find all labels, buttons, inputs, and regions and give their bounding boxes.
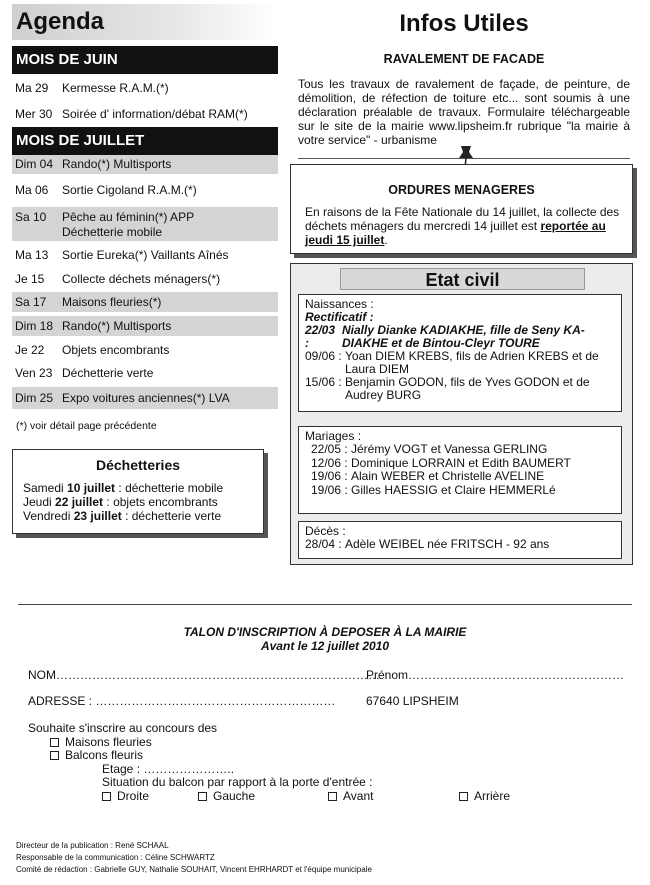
agenda-day: Ma 13 — [15, 248, 49, 262]
agenda-row — [12, 248, 278, 264]
situation-label: Situation du balcon par rapport à la porte d'entrée : — [102, 775, 373, 789]
agenda-event: Déchetterie mobile — [62, 225, 163, 239]
naissance-item — [305, 324, 615, 350]
agenda-day: Dim 18 — [15, 319, 54, 333]
checkbox-icon[interactable] — [328, 792, 337, 801]
agenda-day: Dim 04 — [15, 157, 54, 171]
option-label: Maisons fleuries — [65, 735, 152, 749]
agenda-event: Soirée d' information/débat RAM(*) — [62, 107, 248, 121]
credit-line: Directeur de la publication : René SCHAAL — [16, 841, 169, 850]
agenda-day: Ma 06 — [15, 183, 49, 197]
option-label: Balcons fleuris — [65, 748, 144, 762]
ravalement-text: Tous les travaux de ravalement de façade, de peinture, de démolition, de réfection de toiture etc... sont soumis à une déclaration préalable de travaux. Formulaire téléchargeable sur le site de la mairie www.lipsheim.fr rubrique "la mairie à votre service" - urbanisme — [298, 77, 630, 147]
agenda-row — [12, 343, 278, 359]
agenda-event: Pêche au féminin(*) APP — [62, 210, 195, 224]
event-date: 19/06 : — [311, 482, 348, 497]
position-droite[interactable] — [102, 789, 149, 803]
position-gauche[interactable] — [198, 789, 255, 803]
event-date: 15/06 : — [305, 375, 342, 389]
agenda-row — [12, 207, 278, 241]
line-prefix: Vendredi — [23, 509, 74, 523]
agenda-row — [12, 366, 278, 382]
line-prefix: Jeudi — [23, 495, 56, 509]
naissances-box — [298, 294, 622, 412]
ordures-box — [290, 164, 633, 254]
deces-item — [305, 538, 615, 551]
month-header-juillet: MOIS DE JUILLET — [12, 127, 278, 155]
agenda-title: Agenda — [12, 4, 277, 40]
option-label: Avant — [343, 789, 374, 803]
dechetteries-lines — [23, 481, 263, 523]
naissance-item — [305, 376, 615, 402]
agenda-row — [12, 387, 278, 409]
agenda-row — [12, 81, 278, 97]
ordures-text — [305, 205, 622, 247]
line-suffix: : objets encombrants — [103, 495, 218, 509]
event-text: Gilles HAESSIG et Claire HEMMERLé — [351, 482, 556, 497]
agenda-day: Je 22 — [15, 343, 45, 357]
agenda-event: Sortie Cigoland R.A.M.(*) — [62, 183, 197, 197]
option-balcons[interactable] — [50, 748, 143, 762]
ville-label: 67640 LIPSHEIM — [366, 694, 459, 708]
ordures-highlight: reportée au jeudi 15 juillet — [305, 219, 606, 247]
agenda-row — [12, 292, 278, 312]
dechetteries-box — [12, 449, 264, 534]
dechetteries-line — [23, 481, 263, 495]
credits — [16, 840, 372, 876]
deces-label: Décès : — [305, 524, 346, 538]
dechetteries-title: Déchetteries — [95, 457, 181, 473]
agenda-event: Rando(*) Multisports — [62, 157, 172, 171]
agenda-event: Collecte déchets ménagers(*) — [62, 272, 221, 286]
event-text: Adèle WEIBEL née FRITSCH - 92 ans — [345, 537, 550, 551]
souhaite-label: Souhaite s'inscrire au concours des — [28, 721, 218, 735]
talon-title-line1: TALON D'INSCRIPTION À DEPOSER À LA MAIRIE — [183, 625, 467, 639]
checkbox-icon[interactable] — [102, 792, 111, 801]
agenda-event-group — [62, 210, 278, 240]
event-date: 09/06 : — [305, 349, 342, 363]
event-date: 22/03 : — [305, 323, 336, 350]
agenda-day: Sa 17 — [15, 295, 47, 309]
ordures-end: . — [384, 233, 388, 247]
etage-field[interactable]: Etage : ………………….. — [102, 762, 235, 776]
line-suffix: : déchetterie verte — [121, 509, 222, 523]
agenda-day: Ven 23 — [15, 366, 53, 380]
line-date: 10 juillet — [67, 481, 116, 495]
agenda-event: Objets encombrants — [62, 343, 170, 357]
checkbox-icon[interactable] — [50, 738, 59, 747]
mariage-item — [305, 443, 615, 456]
option-label: Arrière — [474, 789, 511, 803]
agenda-day: Ma 29 — [15, 81, 49, 95]
event-text: Alain WEBER et Christelle AVELINE — [351, 469, 545, 484]
credit-line: Responsable de la communication : Céline SCHWARTZ — [16, 853, 215, 862]
naissances-label: Naissances : — [305, 297, 374, 311]
agenda-row — [12, 155, 278, 174]
agenda-event: Maisons fleuries(*) — [62, 295, 162, 309]
event-text: Jérémy VOGT et Vanessa GERLING — [351, 442, 548, 457]
agenda-event: Sortie Eureka(*) Vaillants Aînés — [62, 248, 229, 262]
naissance-item — [305, 350, 615, 376]
prenom-field[interactable]: Prénom……………………………………………… — [366, 668, 625, 682]
line-suffix: : déchetterie mobile — [115, 481, 224, 495]
agenda-row — [12, 107, 278, 123]
agenda-row — [12, 316, 278, 336]
agenda-footnote: (*) voir détail page précédente — [16, 420, 157, 432]
agenda-row — [12, 272, 278, 288]
deces-box — [298, 521, 622, 559]
checkbox-icon[interactable] — [459, 792, 468, 801]
rectificatif-label: Rectificatif : — [305, 310, 374, 324]
month-header-juin: MOIS DE JUIN — [12, 46, 278, 74]
agenda-day: Mer 30 — [15, 107, 53, 121]
agenda-day: Je 15 — [15, 272, 45, 286]
event-date: 12/06 : — [311, 455, 348, 470]
dechetteries-line — [23, 509, 263, 523]
agenda-event: Rando(*) Multisports — [62, 319, 172, 333]
mariages-box — [298, 426, 622, 514]
agenda-day: Dim 25 — [15, 391, 54, 405]
talon-title-line2: Avant le 12 juillet 2010 — [260, 639, 390, 653]
mariage-item — [305, 457, 615, 470]
checkbox-icon[interactable] — [50, 751, 59, 760]
ravalement-title: RAVALEMENT DE FACADE — [383, 52, 545, 66]
mariage-item — [305, 484, 615, 497]
mariage-item — [305, 470, 615, 483]
event-text: Benjamin GODON, fils de Yves GODON et de Audrey BURG — [345, 375, 590, 402]
talon-title — [0, 625, 650, 653]
event-text: Dominique LORRAIN et Edith BAUMERT — [351, 455, 571, 470]
etat-civil-title: Etat civil — [340, 268, 585, 290]
option-label: Gauche — [213, 789, 256, 803]
position-arriere[interactable] — [459, 789, 510, 803]
agenda-day: Sa 10 — [15, 210, 47, 224]
event-text: Yoan DIEM KREBS, fils de Adrien KREBS et de Laura DIEM — [345, 349, 599, 376]
event-text: Nially Dianke KADIAKHE, fille de Seny KA-DIAKHE et de Bintou-Cleyr TOURE — [342, 323, 585, 350]
option-label: Droite — [117, 789, 150, 803]
line-date: 23 juillet — [73, 509, 122, 523]
checkbox-icon[interactable] — [198, 792, 207, 801]
position-avant[interactable] — [328, 789, 373, 803]
dechetteries-line — [23, 495, 263, 509]
mariages-label: Mariages : — [305, 429, 362, 443]
ordures-title: ORDURES MENAGERES — [388, 183, 535, 197]
event-date: 19/06 : — [311, 469, 348, 484]
option-maisons[interactable] — [50, 735, 152, 749]
event-date: 28/04 : — [305, 537, 342, 551]
line-prefix: Samedi — [23, 481, 68, 495]
adresse-field[interactable]: ADRESSE : …………………………………………………… — [28, 694, 336, 708]
agenda-row — [12, 183, 278, 199]
agenda-event: Kermesse R.A.M.(*) — [62, 81, 169, 95]
nom-field[interactable]: NOM……………………………………………………………………… — [28, 668, 380, 682]
ordures-body: En raisons de la Fête Nationale du 14 juillet, la collecte des déchets ménagers du mercredi 14 juillet est — [305, 205, 620, 233]
line-date: 22 juillet — [55, 495, 104, 509]
cut-line — [18, 604, 632, 605]
agenda-event: Expo voitures anciennes(*) LVA — [62, 391, 230, 405]
infos-title: Infos Utiles — [399, 10, 529, 37]
credit-line: Comité de rédaction : Gabrielle GUY, Nathalie SOUHAIT, Vincent EHRHARDT et l'équipe municipale — [16, 865, 372, 874]
event-date: 22/05 : — [311, 442, 348, 457]
agenda-event: Déchetterie verte — [62, 366, 154, 380]
